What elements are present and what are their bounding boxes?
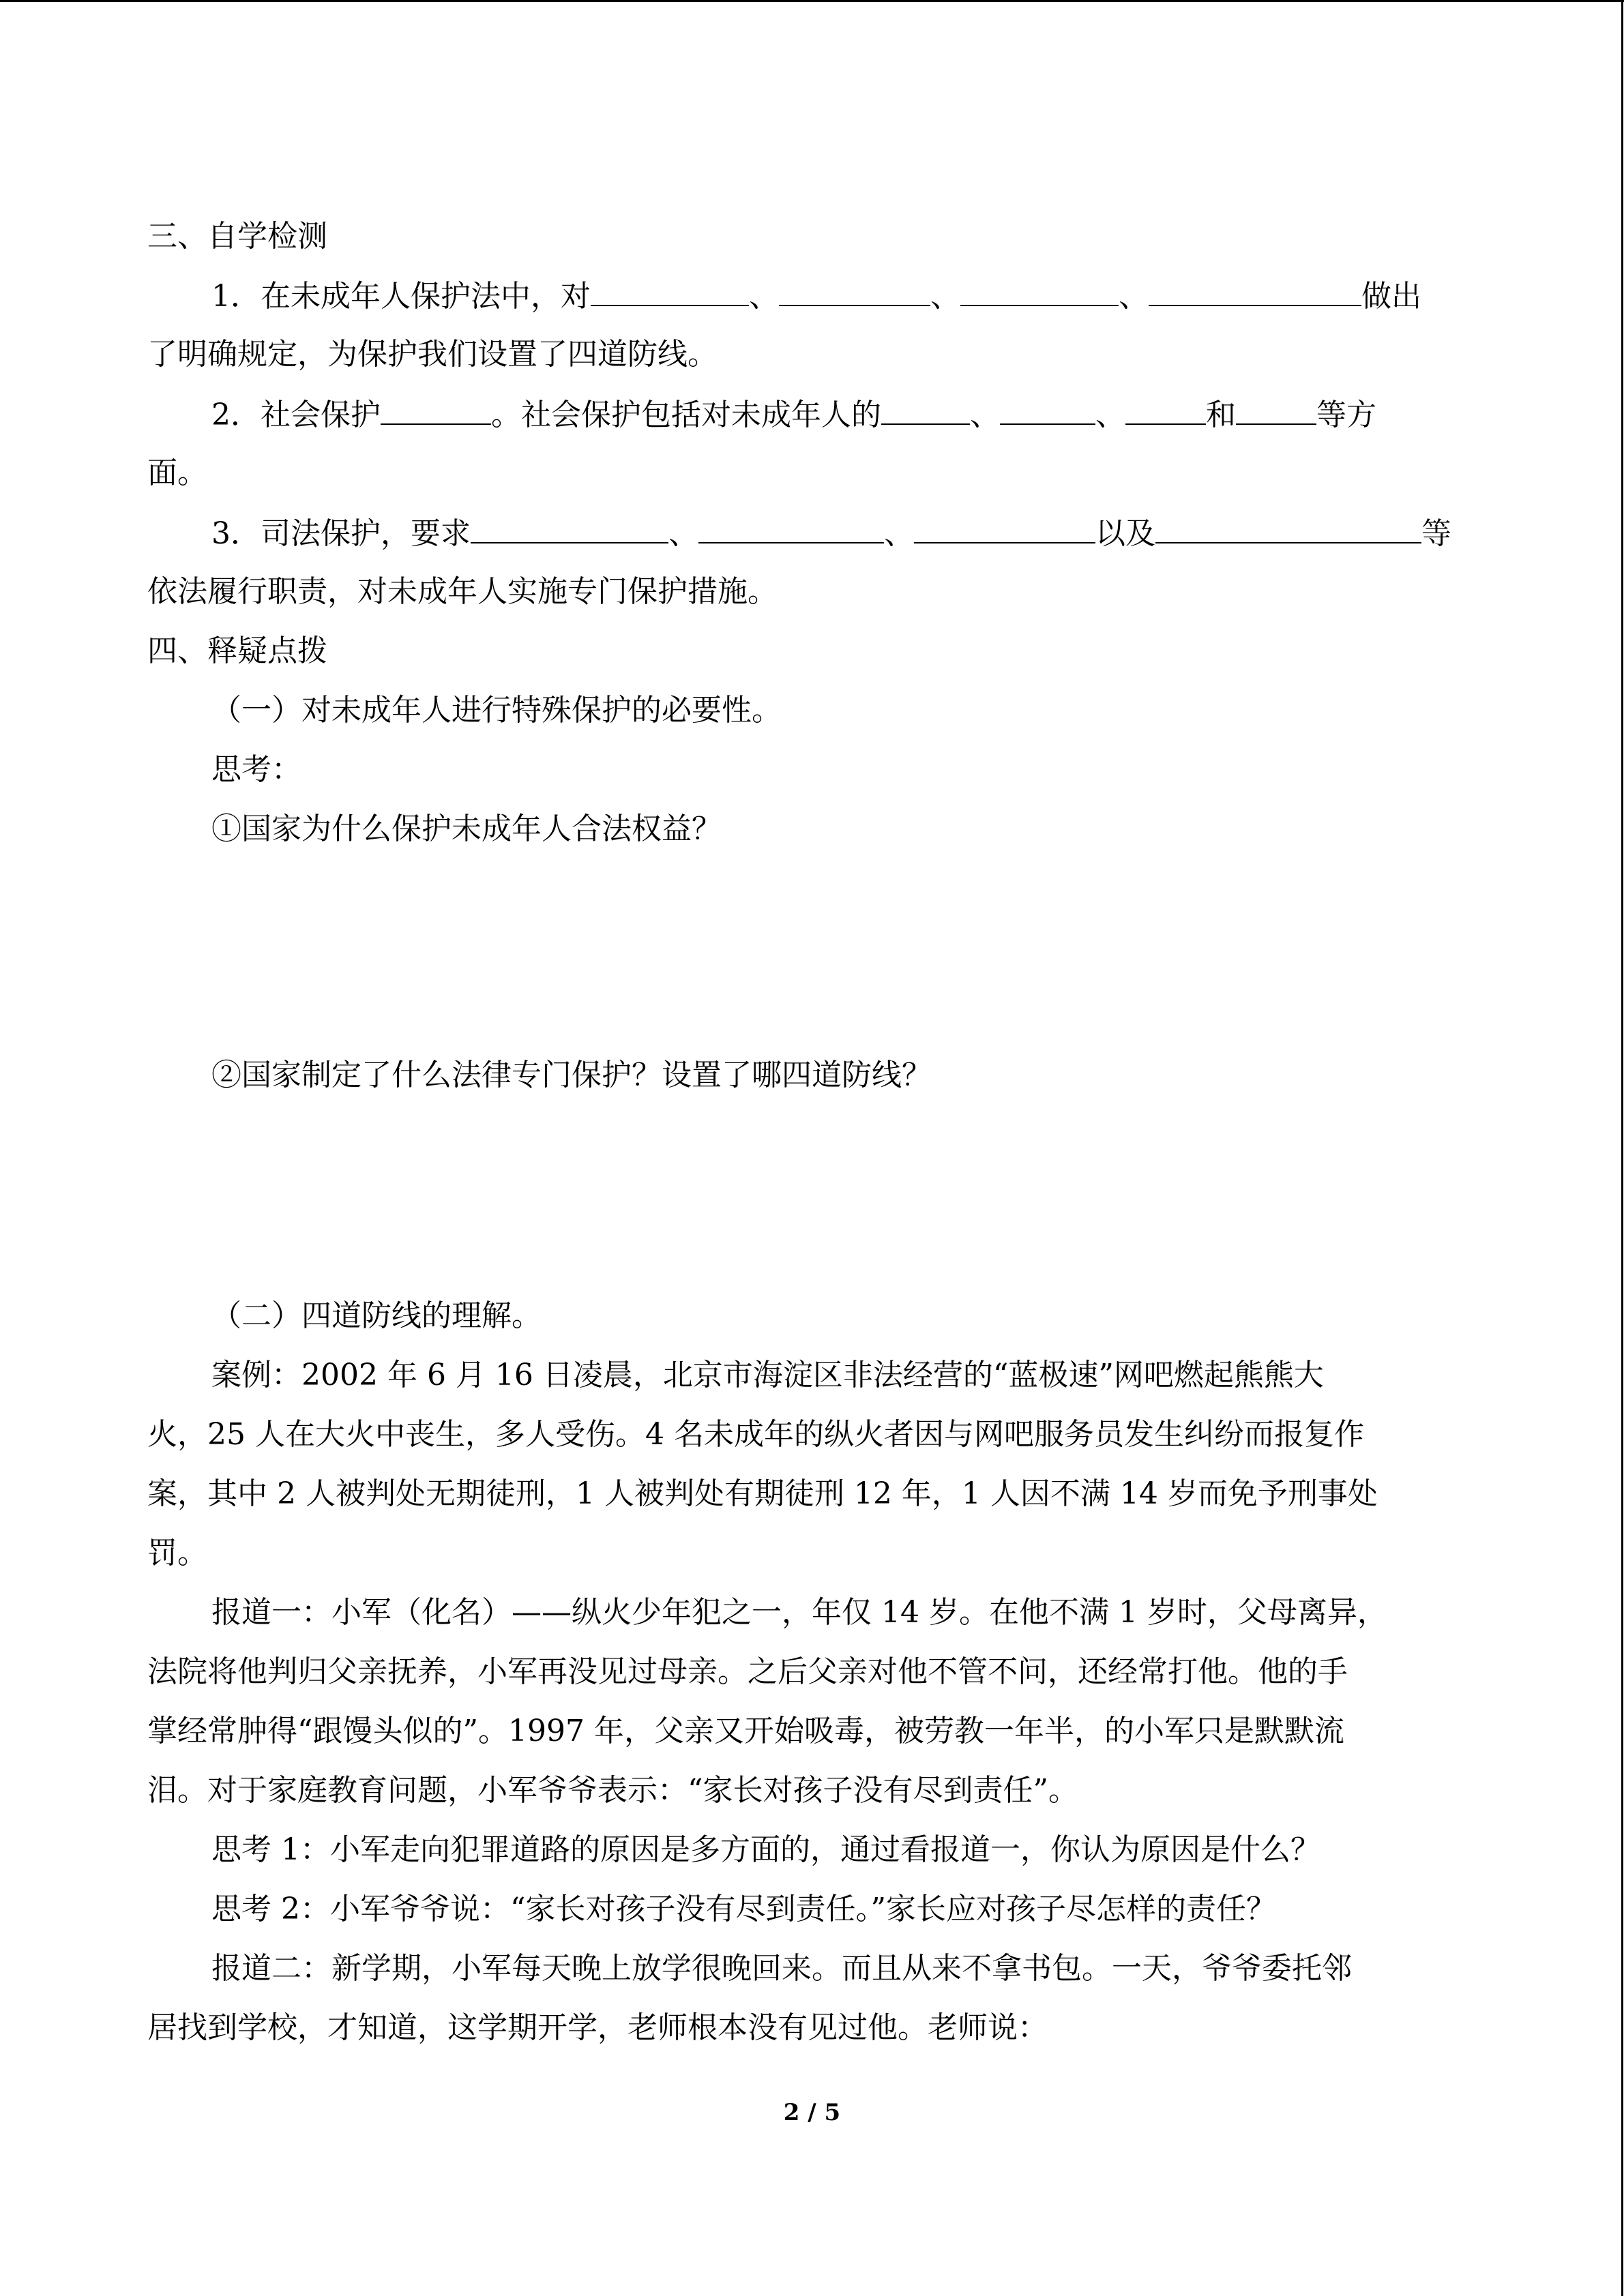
q3-separator: 、 bbox=[884, 516, 914, 551]
q2-blank-3[interactable] bbox=[1000, 393, 1095, 425]
q2-separator: 、 bbox=[1095, 398, 1125, 432]
think-1: 思考 1：小军走向犯罪道路的原因是多方面的，通过看报道一，你认为原因是什么？ bbox=[211, 1832, 1320, 1867]
q1-separator: 、 bbox=[749, 279, 779, 314]
q1-blank-2[interactable] bbox=[779, 275, 930, 306]
q1-separator: 、 bbox=[930, 279, 960, 314]
section-heading-clarify: 四、释疑点拨 bbox=[147, 633, 327, 668]
question-2-line-1 bbox=[211, 393, 1376, 434]
subsection-title-necessity: （一）对未成年人进行特殊保护的必要性。 bbox=[211, 693, 782, 728]
think-2: 思考 2：小军爷爷说：“家长对孩子没有尽到责任。”家长应对孩子尽怎样的责任？ bbox=[211, 1892, 1276, 1926]
q3-blank-1[interactable] bbox=[471, 512, 668, 543]
page-border-top bbox=[0, 0, 1624, 2]
q1-prefix: 1．在未成年人保护法中，对 bbox=[211, 279, 591, 314]
section-heading-self-test: 三、自学检测 bbox=[147, 219, 327, 254]
think-question-2: ②国家制定了什么法律专门保护？设置了哪四道防线？ bbox=[211, 1058, 932, 1092]
q2-separator: 、 bbox=[970, 398, 1000, 432]
q1-separator: 、 bbox=[1119, 279, 1149, 314]
question-1-line-2: 了明确规定，为保护我们设置了四道防线。 bbox=[147, 337, 718, 372]
report1-line-2: 法院将他判归父亲抚养，小军再没见过母亲。之后父亲对他不管不问，还经常打他。他的手 bbox=[147, 1654, 1348, 1689]
question-2-line-2: 面。 bbox=[147, 456, 207, 490]
report1-line-3: 掌经常肿得“跟馒头似的”。1997 年，父亲又开始吸毒，被劳教一年半，的小军只是默默流 bbox=[147, 1714, 1344, 1748]
q3-blank-2[interactable] bbox=[698, 512, 884, 543]
q2-blank-1[interactable] bbox=[381, 393, 491, 425]
report2-line-1: 报道二：新学期，小军每天晚上放学很晚回来。而且从来不拿书包。一天，爷爷委托邻 bbox=[211, 1951, 1352, 1986]
q1-blank-1[interactable] bbox=[591, 275, 749, 306]
question-3-line-1 bbox=[211, 512, 1451, 553]
q2-blank-2[interactable] bbox=[881, 393, 970, 425]
q2-prefix: 2．社会保护 bbox=[211, 398, 381, 432]
q2-middle: 。社会保护包括对未成年人的 bbox=[491, 398, 881, 432]
case-line-4: 罚。 bbox=[147, 1536, 207, 1570]
think-label: 思考： bbox=[211, 752, 301, 787]
report2-line-2: 居找到学校，才知道，这学期开学，老师根本没有见过他。老师说： bbox=[147, 2010, 1048, 2045]
report1-line-4: 泪。对于家庭教育问题，小军爷爷表示：“家长对孩子没有尽到责任”。 bbox=[147, 1773, 1078, 1808]
question-1-line-1 bbox=[211, 275, 1421, 316]
q3-yiji: 以及 bbox=[1095, 516, 1155, 551]
q2-and: 和 bbox=[1206, 398, 1236, 432]
q3-prefix: 3．司法保护，要求 bbox=[211, 516, 471, 551]
q2-blank-5[interactable] bbox=[1236, 393, 1316, 425]
q1-blank-3[interactable] bbox=[960, 275, 1119, 306]
q2-suffix: 等方 bbox=[1316, 398, 1376, 432]
q2-blank-4[interactable] bbox=[1125, 393, 1206, 425]
report1-line-1: 报道一：小军（化名）——纵火少年犯之一，年仅 14 岁。在他不满 1 岁时，父母离异， bbox=[211, 1595, 1387, 1630]
q3-suffix: 等 bbox=[1421, 516, 1451, 551]
q3-separator: 、 bbox=[668, 516, 698, 551]
page-number: 2 / 5 bbox=[783, 2099, 841, 2126]
case-line-1: 案例：2002 年 6 月 16 日凌晨，北京市海淀区非法经营的“蓝极速”网吧燃起熊熊大 bbox=[211, 1358, 1324, 1392]
page-border-right bbox=[1621, 0, 1623, 2296]
think-question-1: ①国家为什么保护未成年人合法权益？ bbox=[211, 811, 722, 846]
q1-blank-4[interactable] bbox=[1149, 275, 1361, 306]
q3-blank-3[interactable] bbox=[914, 512, 1095, 543]
subsection-title-four-lines: （二）四道防线的理解。 bbox=[211, 1298, 542, 1333]
case-line-3: 案，其中 2 人被判处无期徒刑，1 人被判处有期徒刑 12 年，1 人因不满 14 岁而免予刑事处 bbox=[147, 1476, 1378, 1511]
q1-suffix: 做出 bbox=[1361, 279, 1421, 314]
q3-blank-4[interactable] bbox=[1155, 512, 1421, 543]
question-3-line-2: 依法履行职责，对未成年人实施专门保护措施。 bbox=[147, 574, 778, 609]
case-line-2: 火，25 人在大火中丧生，多人受伤。4 名未成年的纵火者因与网吧服务员发生纠纷而报复作 bbox=[147, 1417, 1364, 1452]
